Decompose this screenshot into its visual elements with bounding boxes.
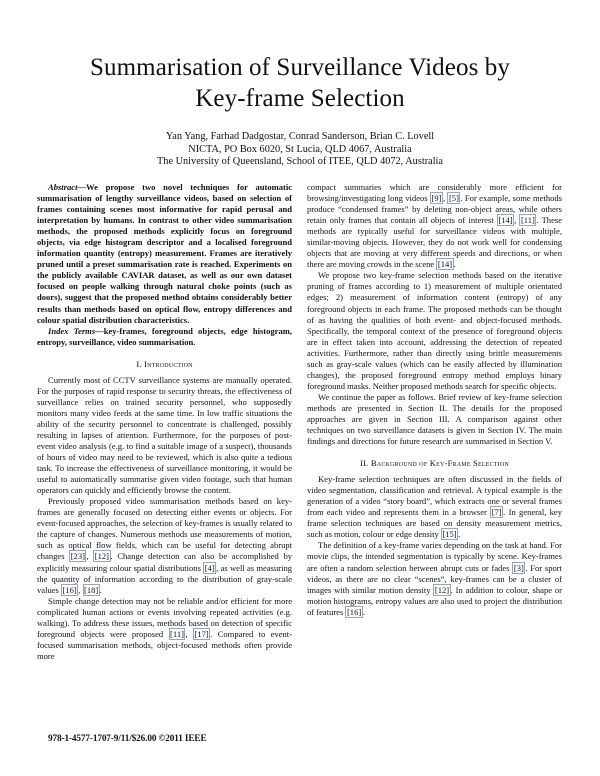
index-terms-body: key-frames, foreground objects, edge histogram, entropy, surveillance, video summarisation. [37,325,292,347]
author-block [37,131,563,169]
left-column [37,182,292,715]
title-block [37,52,563,169]
paragraph: compact summaries which are considerably more efficient for browsing/investigating long videos [9] , [5] . For example, some methods produce “condensed frames” by deleting non-object areas, while others retain only frames that contain all objects of interest [14] , [11] . These methods are typically useful for surveillance videos with multiple, similar-moving objects. However, they do not work well for condensing objects that are moving at very different speeds and directions, or when there are moving crowds in the scene [14] . [307,182,562,270]
copyright-footer: 978-1-4577-1707-9/11/$26.00 ©2011 IEEE [48,733,207,743]
abstract-body: We propose two novel techniques for automatic summarisation of lengthy surveillance videos, based on selection of frames containing scenes most informative for rapid perusal and interpretation by humans. In contrast to other video summarisation methods, the proposed methods explicitly focus on foreground objects, via edge histogram descriptor and a localised foreground information quantity (entropy) measurement. Frames are iteratively pruned until a preset summarisation rate is reached. Experiments on the publicly available CAVIAR dataset, as well as our own dataset focused on people walking through natural choke points (such as doors), suggest that the proposed method obtains considerably better results than methods based on optical flow, entropy differences and colour spatial distribution characteristics. [37,182,292,325]
paragraph: We continue the paper as follows. Brief review of key-frame selection methods are presented in Section II. The details for the proposed approaches are given in Section III. A comparison against other techniques on two surveillance datasets is given in Section IV. The main findings and directions for future research are summarised in Section V. [307,391,562,447]
title-line-2: Key-frame Selection [195,85,405,112]
page-title [37,52,563,114]
abstract-paragraph [37,182,292,326]
affiliation-2: The University of Queensland, School of ITEE, QLD 4072, Australia [157,156,443,168]
index-terms-label: Index Terms [48,325,96,336]
section-title: Introduction [144,358,193,369]
abstract-dash: — [77,182,86,192]
paragraph: Currently most of CCTV surveillance systems are manually operated. For the purposes of rapid response to security threats, the effectiveness of surveillance relies on trained security personnel, who supposedly monitors many video feeds at the same time. In low traffic situations the ability of the security personnel to concentrate is challenged, possibly resulting in lapses of attention. Furthermore, for the purposes of post-event video analysis (e.g. to find a suitable image of a suspect), thousands of hours of video may need to be reviewed, which is also quite a tedious task. To increase the effectiveness of surveillance monitoring, it would be useful to automatically summarise given video footage, such that human operators can quickly and efficiently browse the content. [37,374,292,496]
paragraph: Previously proposed video summarisation methods based on key-frames are generally focused on detecting either events or objects. For event-focused approaches, the selection of key-frames is usually related to the capture of changes. Numerous methods use measurements of motion, such as optical flow fields, which can be useful for detecting abrupt changes [23] , [12] . Change detection can also be accomplished by explicitly measuring colour spatial distributions [4] , as well as measuring the quantity of information according to the distribution of gray-scale values [16] , [18] . [37,496,293,595]
section-numeral: II. [360,458,369,469]
paragraph: The definition of a key-frame varies depending on the task at hand. For movie clips, the intended segmentation is typically by scene. Key-frames are often a random selection between abrupt cuts or fades [3] . For sport videos, as there are no clear “scenes”, key-frames can be a cluster of images with similar motion density [12] . In addition to colour, shape or motion histograms, entropy values are also used to project the distribution of features [16] . [307,540,562,617]
index-terms-paragraph [37,326,292,348]
abstract-label: Abstract [48,182,78,192]
section-title: Background of Key-Frame Selection [370,458,509,469]
paragraph: Key-frame selection techniques are often discussed in the fields of video segmentation, classification and retrieval. A typical example is the generation of a video “story board”, which extracts one or several frames from each video and represents them in a browser [7] . In general, key frame selection techniques are based on density measurement metrics, such as motion, colour or edge density [15] . [307,474,562,540]
section-heading-background [307,458,562,469]
affiliation-1: NICTA, PO Box 6020, St Lucia, QLD 4067, Australia [188,143,412,155]
paragraph: We propose two key-frame selection methods based on the iterative pruning of frames according to 1) measurement of multiple orientated edges; 2) measurement of information content (entropy) of any foreground objects in each frame. The proposed methods can be thought of as having the qualities of both event- and object-focused methods. Specifically, the temporal context of the presence of foreground objects are in effect taken into account, addressing the detection of repeated activities. Furthermore, rather than directly using brittle measurements such as gray-scale values (which can be easily affected by illumination changes), the proposed foreground entropy method employs binary foreground masks. Neither proposed methods search for specific objects. [307,270,562,391]
paragraph: Simple change detection may not be reliable and/or efficient for more complicated human actions or events involving repeated activities (e.g. walking). To address these issues, methods based on detection of specific foreground objects were proposed [11] , [17] . Compared to event-focused summarisation methods, object-focused methods often provide more [37,595,293,661]
section-heading-introduction [37,359,292,370]
body-columns [37,182,563,715]
right-column [307,182,562,715]
title-line-1: Summarisation of Surveillance Videos by [90,54,510,81]
author-list: Yan Yang, Farhad Dadgostar, Conrad Sanderson, Brian C. Lovell [165,131,435,142]
section-numeral: I. [136,358,142,369]
index-terms-dash: — [95,325,104,336]
